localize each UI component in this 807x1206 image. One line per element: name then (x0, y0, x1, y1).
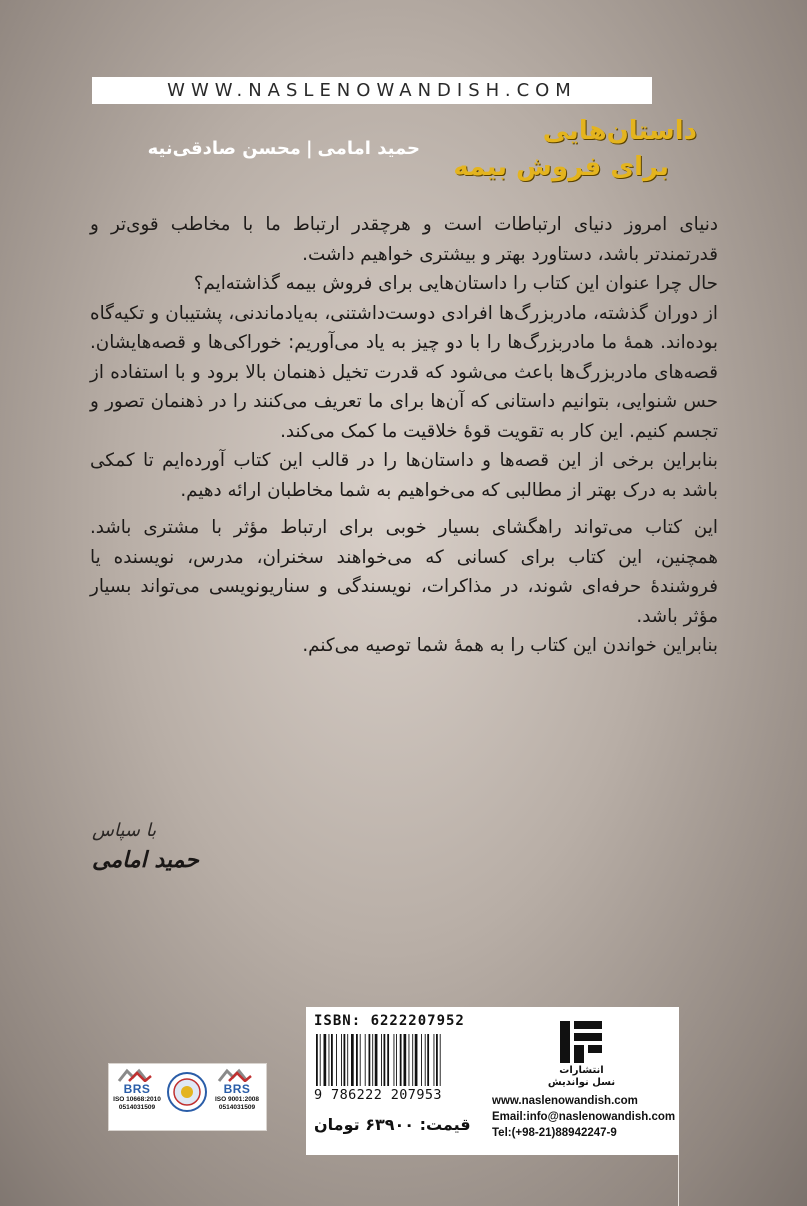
publisher-email: Email:info@naslenowandish.com (492, 1111, 676, 1123)
blurb-paragraph-3: از دوران گذشته، مادربزرگ‌ها افرادی دوست‌داشتنی، به‌یادماندنی، پشتیبان و تکیه‌گاه بوده‌اند. همهٔ ما مادربزرگ‌ها را با دو چیز به یاد می‌آوریم: خوراکی‌ها و قصه‌هایشان. قصه‌های مادربزرگ‌ها باعث می‌شود که قدرت تخیل ذهنمان بالا برود و با استفاده از حس شنوایی، بتوانیم داستانی که آن‌ها برای ما تعریف می‌کنند را در ذهنمان تصور و تجسم کنیم. این کار به تقویت قوهٔ خلاقیت ما کمک می‌کند. (90, 302, 718, 442)
isbn-info-box (306, 1007, 679, 1155)
blurb-paragraph-6: بنابراین خواندن این کتاب را به همهٔ شما توصیه می‌کنم. (302, 635, 718, 656)
brs-roof-icon (217, 1068, 257, 1082)
blurb-paragraph-2: حال چرا عنوان این کتاب را داستان‌هایی برای فروش بیمه گذاشته‌ایم؟ (193, 273, 718, 294)
publisher-line-1: انتشارات (559, 1065, 604, 1076)
publisher-line-2: نسل نواندیش (547, 1077, 616, 1088)
barcode-number: 9 786222 207953 (314, 1087, 442, 1103)
brs-certificate-right (213, 1068, 261, 1126)
brs-certificate-left (113, 1068, 161, 1126)
brs-brand-left: BRS (123, 1082, 151, 1096)
seal-certificate (165, 1070, 209, 1114)
publisher-website: www.naslenowandish.com (492, 1095, 638, 1107)
signature-thanks: با سپاس (92, 820, 157, 841)
price-label: قیمت: ۶۳۹۰۰ تومان (314, 1115, 471, 1134)
book-title (397, 113, 697, 185)
website-banner: WWW.NASLENOWANDISH.COM (92, 77, 652, 104)
publisher-name (544, 1065, 619, 1089)
publisher-logo-icon (556, 1017, 606, 1067)
iso-label-left: ISO 10668:2010 (113, 1096, 161, 1103)
book-title-line-2: برای فروش بیمه (453, 152, 669, 182)
blurb-paragraph-1: دنیای امروز دنیای ارتباطات است و هرچقدر ارتباط ما با مخاطب قوی‌تر و قدرتمندتر باشد، دستاورد بهتر و بیشتری خواهیم داشت. (90, 214, 718, 265)
round-seal-icon (165, 1070, 209, 1114)
publisher-phone: Tel:(+98-21)88942247-9 (492, 1127, 617, 1139)
signature-block (92, 820, 252, 873)
iso-code-right: 0514031509 (218, 1104, 256, 1111)
book-title-line-1: داستان‌هایی (542, 116, 697, 146)
iso-code-left: 0514031509 (118, 1104, 156, 1111)
barcode-icon (314, 1034, 482, 1086)
certificate-logos (108, 1063, 267, 1131)
author-1: حمید امامی (317, 138, 420, 159)
iso-label-right: ISO 9001:2008 (214, 1096, 260, 1103)
brs-roof-icon (117, 1068, 157, 1082)
signature-name: حمید امامی (92, 847, 199, 873)
author-separator: | (305, 138, 313, 159)
publisher-contact (492, 1093, 678, 1141)
blurb-paragraph-5: این کتاب می‌تواند راهگشای بسیار خوبی برای ارتباط مؤثر با مشتری باشد. همچنین، این کتاب برای کسانی که می‌خواهند سخنران، مدرس، نویسنده یا فروشندهٔ حرفه‌ای شوند، در مذاکرات، نویسندگی و سناریونویسی می‌تواند بسیار مؤثر باشد. (90, 517, 718, 627)
brs-brand-right: BRS (223, 1082, 251, 1096)
blurb-paragraph-4: بنابراین برخی از این قصه‌ها و داستان‌ها را در قالب این کتاب آورده‌ایم تا کمکی باشد به درک بهتر از مطالبی که می‌خواهیم به شما مخاطبان ارائه دهیم. (90, 450, 718, 501)
blurb-text (90, 210, 718, 661)
author-2: محسن صادقی‌نیه (147, 138, 301, 159)
isbn-label: ISBN: 6222207952 (314, 1013, 465, 1029)
authors-line (90, 138, 420, 159)
